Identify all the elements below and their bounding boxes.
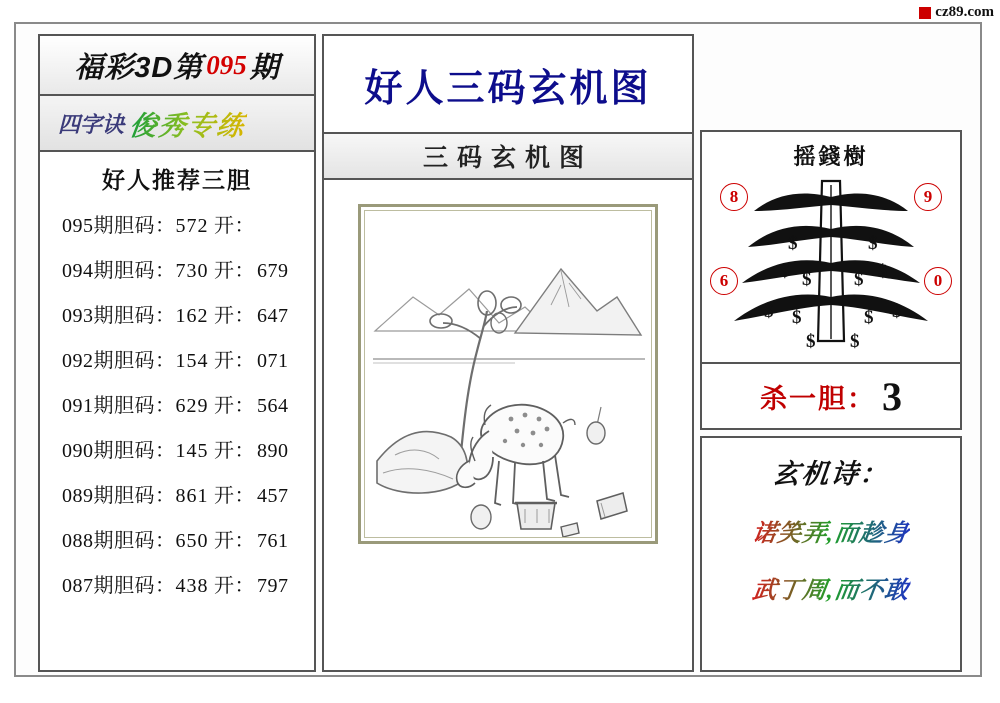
money-tree-box [700, 130, 962, 430]
corner-number-top-right: 9 [914, 183, 942, 211]
picture-container [324, 180, 692, 670]
motto-label: 四字诀 [58, 111, 125, 137]
riddle-poem-line: 武丁周,而不敢 [750, 570, 912, 605]
left-panel [38, 34, 316, 672]
row-open: 679 [257, 260, 289, 282]
section-title: 三码玄机图 [324, 132, 692, 180]
page-title: 好人三码玄机图 [364, 67, 652, 110]
svg-text:$: $ [878, 261, 888, 282]
list-item [50, 246, 304, 291]
row-dan: 650 [175, 530, 209, 552]
lottery-header [40, 36, 314, 96]
riddle-poem-box [700, 436, 962, 672]
list-item [50, 381, 304, 426]
row-issue: 087期胆码： [62, 575, 176, 597]
svg-text:$: $ [850, 331, 860, 352]
row-dan: 629 [175, 395, 209, 417]
row-open-label: 开： [214, 485, 255, 507]
row-open-label: 开： [214, 350, 255, 372]
row-dan: 162 [175, 305, 209, 327]
row-dan: 154 [175, 350, 209, 372]
corner-number-bottom-right: 0 [924, 267, 952, 295]
svg-text:$: $ [806, 331, 816, 352]
row-open-label: 开： [214, 305, 255, 327]
svg-text:$: $ [792, 307, 802, 328]
svg-text:$: $ [802, 269, 812, 290]
row-issue: 091期胆码： [62, 395, 176, 417]
svg-text:$: $ [780, 261, 790, 282]
svg-text:$: $ [764, 301, 774, 322]
watermark [919, 4, 994, 21]
illustration-svg [365, 211, 652, 538]
row-dan: 730 [175, 260, 209, 282]
row-issue: 088期胆码： [62, 530, 176, 552]
money-tree-icon [702, 171, 960, 361]
riddle-illustration [364, 210, 652, 538]
row-open: 797 [257, 575, 289, 597]
row-issue: 095期胆码： [62, 215, 176, 237]
picture-frame [358, 204, 658, 544]
riddle-poem-line: 诺笑弄,而趁身 [750, 513, 912, 548]
row-open-label: 开： [214, 260, 255, 282]
list-item [50, 561, 304, 606]
recommend-list [40, 201, 314, 670]
motto-phrase: 俊秀专练 [127, 104, 248, 143]
right-panel [700, 34, 962, 672]
riddle-poem-title: 玄机诗： [771, 459, 891, 489]
row-open-label: 开： [214, 530, 255, 552]
svg-text:$: $ [864, 307, 874, 328]
recommend-title: 好人推荐三胆 [102, 168, 252, 193]
row-open-label: 开： [214, 215, 255, 237]
row-open: 564 [257, 395, 289, 417]
row-dan: 572 [175, 215, 209, 237]
list-item [50, 291, 304, 336]
list-item [50, 471, 304, 516]
list-item [50, 426, 304, 471]
row-issue: 089期胆码： [62, 485, 176, 507]
row-dan: 145 [175, 440, 209, 462]
lottery-header-issue: 095 [206, 49, 247, 80]
watermark-square-icon [919, 7, 931, 19]
row-issue: 090期胆码： [62, 440, 176, 462]
lottery-header-prefix: 福彩3D第 [74, 51, 204, 84]
row-dan: 861 [175, 485, 209, 507]
poster-inner [38, 34, 964, 672]
row-open: 890 [257, 440, 289, 462]
row-open-label: 开： [214, 575, 255, 597]
corner-number-bottom-left: 6 [710, 267, 738, 295]
row-open-label: 开： [214, 440, 255, 462]
four-character-motto [40, 96, 314, 152]
row-issue: 092期胆码： [62, 350, 176, 372]
money-tree-title: 摇錢樹 [793, 144, 869, 169]
poster-frame [14, 22, 982, 677]
center-panel [322, 34, 694, 672]
kill-one-label: 杀一胆： [760, 383, 876, 414]
row-open: 457 [257, 485, 289, 507]
row-dan: 438 [175, 575, 209, 597]
lottery-header-suffix: 期 [249, 51, 280, 84]
kill-one-row [702, 362, 960, 428]
svg-text:$: $ [788, 233, 798, 254]
money-tree-graphic [702, 171, 960, 362]
list-item [50, 336, 304, 381]
row-open: 761 [257, 530, 289, 552]
row-issue: 094期胆码： [62, 260, 176, 282]
svg-text:$: $ [892, 301, 902, 322]
corner-number-top-left: 8 [720, 183, 748, 211]
svg-text:$: $ [854, 269, 864, 290]
svg-text:$: $ [868, 233, 878, 254]
list-item [50, 516, 304, 561]
row-open: 647 [257, 305, 289, 327]
right-spacer [700, 34, 962, 130]
watermark-text: cz89.com [935, 4, 994, 20]
list-item [50, 201, 304, 246]
row-open-label: 开： [214, 395, 255, 417]
row-issue: 093期胆码： [62, 305, 176, 327]
row-open: 071 [257, 350, 289, 372]
kill-one-value: 3 [882, 373, 902, 419]
